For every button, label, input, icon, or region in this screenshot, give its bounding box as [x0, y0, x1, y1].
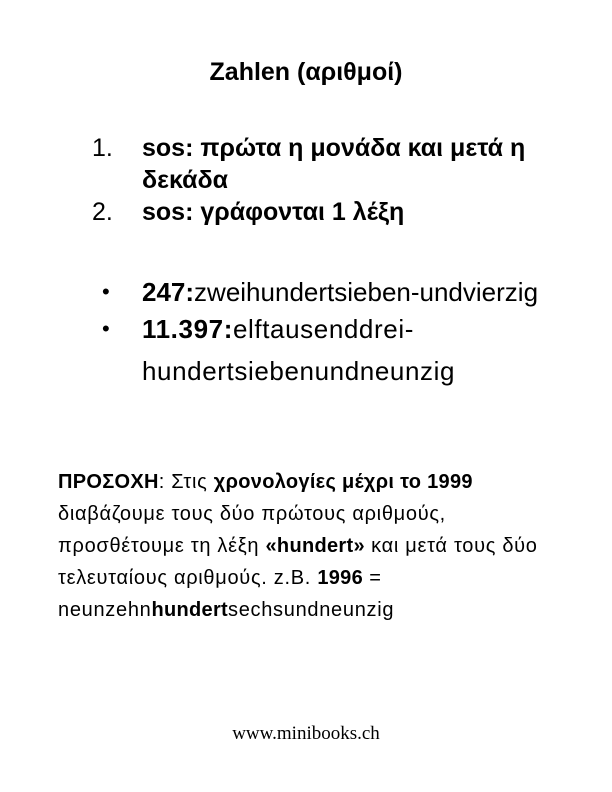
list-item: [102, 308, 592, 392]
example-text: [142, 308, 592, 392]
note-emphasis: «hundert»: [265, 535, 365, 557]
note-text: = neunzehn: [58, 567, 382, 621]
note-text: sechsundneunzig: [228, 599, 395, 621]
note-year: 1996: [317, 567, 364, 589]
list-text: sos: γράφονται 1 λέξη: [142, 198, 405, 226]
example-word: elftausenddrei-hundertsiebenundneunzig: [142, 314, 456, 386]
example-text: [142, 276, 592, 308]
list-text: sos: πρώτα η μονάδα και μετά η δεκάδα: [142, 134, 526, 194]
note-emphasis: hundert: [151, 599, 229, 621]
note-text: διαβάζουμε τους δύο πρώτους αριθμούς, προσθέτουμε τη λέξη: [58, 503, 446, 557]
list-number: 2.: [92, 198, 113, 226]
example-number: 11.397:: [142, 314, 233, 344]
ordered-list: [92, 132, 592, 228]
example-word: zweihundertsieben-undvierzig: [194, 277, 539, 307]
example-list: [102, 276, 592, 392]
note-label: ΠΡΟΣΟΧΗ: [58, 471, 159, 493]
list-number: 1.: [92, 134, 113, 162]
bullet-icon: •: [102, 316, 110, 341]
example-number: 247:: [142, 277, 195, 307]
note-paragraph: [58, 466, 578, 626]
note-text: : Στις: [158, 471, 214, 493]
list-item: [102, 276, 592, 308]
note-text: και μετά τους δύο τελευταίους αριθμούς. z.B.: [58, 535, 538, 589]
note-emphasis: χρονολογίες μέχρι το 1999: [213, 471, 473, 493]
list-item: [92, 196, 592, 228]
list-item: [92, 132, 592, 196]
bullet-icon: •: [102, 279, 110, 304]
footer-url: www.minibooks.ch: [232, 723, 380, 744]
page-title: Zahlen (αριθμοί): [209, 58, 403, 86]
